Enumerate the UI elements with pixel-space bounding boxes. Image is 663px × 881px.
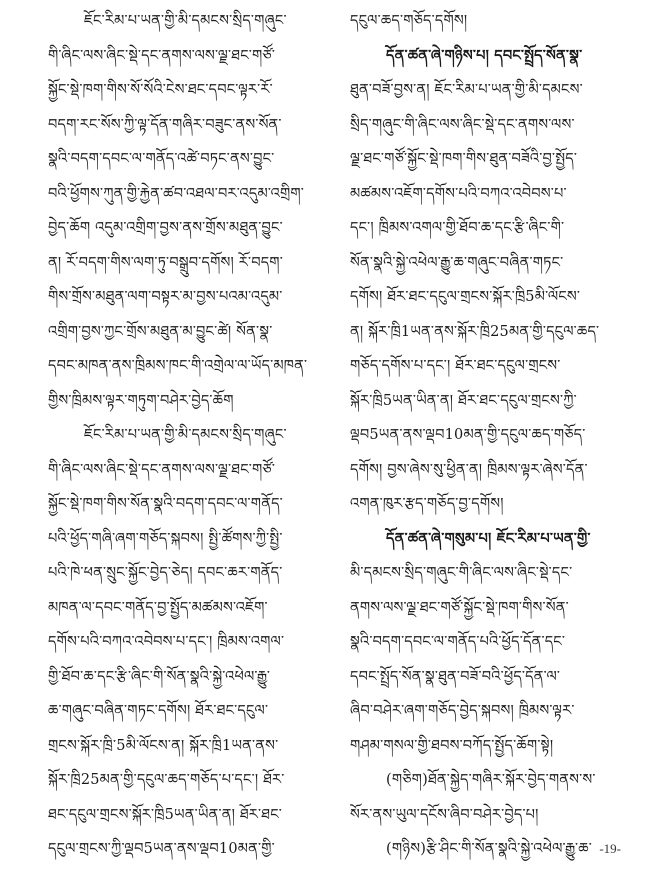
text-line: མི་དམངས་སྲིད་གཞུང་གི་ཞིང་ལས་ཞིང་སྡེ་དང་ (350, 565, 573, 581)
text-line: སྐོར་ཁྲི5ཡན་ཡིན་ན། ཐོར་ཐང་དངུལ་གྲངས་ཀྱི་ (350, 392, 577, 409)
text-line: གི་ཞིང་ལས་ཞིང་སྡེ་དང་ནགས་ལས་ལྗ་ཐང་གཙོ་ (48, 47, 276, 64)
right-column (350, 4, 632, 867)
text-line: ན། སྐོར་ཁྲི1ཡན་ནས་སྐོར་ཁྲི25མན་གྱི་དངུལ་ཆད་ (350, 323, 600, 340)
text-line: འགྲིག་བྱས་ཀྱང་གྲོས་མཐུན་མ་བྱུང་ཚེ། སོན་སྣ་ (48, 323, 273, 340)
text-line: གྱི་ཐོབ་ཆ་དང་རྩི་ཞིང་གི་སོན་སྣའི་སྐྱེ་འཕེལ་རྒྱུ་ (48, 668, 271, 685)
text-line: དབང་སྤྲོད་སོན་སྣ་ཐུན་བཟོ་བའི་ཕྱོད་དོན་ལ་ (350, 668, 561, 685)
text-line: བའི་ཕྱོགས་ཀུན་གྱི་རྐྱེན་ཚབ་འཐལ་བར་འདུམ་འགྲིག་ (48, 185, 305, 202)
text-line: དང་། ཁྲིམས་འགལ་གྱི་ཐོབ་ཆ་དང་རྩི་ཞིང་གི་ (350, 220, 565, 236)
text-line: མཚམས་འཇོག་དགོས་པའི་བཀའ་འབེབས་པ་ (350, 185, 567, 202)
text-line: (གཉིས)རྩི་ཤིང་གི་སོན་སྣའི་སྐྱེ་འཕེལ་རྒྱུ་ཆ་ (386, 841, 593, 857)
text-line: དངུལ་ཆད་གཅོད་དགོས། (350, 13, 468, 29)
text-line: སྣའི་བདག་དབང་ལ་གནོད་འཚེ་བཏང་ནས་བྱུང་ (48, 151, 275, 167)
text-line: ལྗ་ཐང་གཙོ་སྐྱོང་སྡེ་ཁག་གིས་ཐུན་བཟོའི་བྱ་སྤྱོད་ (350, 151, 578, 167)
text-line: དོན་ཚན་ཞེ་གཉིས་པ། དབང་སྤྲོད་སོན་སྣ་ (386, 46, 583, 64)
text-line: དགོས། བྱས་ཞེས་སུ་ཕྱིན་ན། ཁྲིམས་ལྟར་ཞེས་དོན་ (350, 461, 588, 478)
text-line: དབང་མཁན་ནས་ཁྲིམས་ཁང་གི་འགྲེལ་ལ་ཡོད་མཁན་ (48, 358, 308, 374)
text-line: ཇོང་རིམ་པ་ཡན་གྱི་མི་དམངས་སྲིད་གཞུང་ (84, 13, 287, 29)
text-line: པའི་ཁེ་ཕན་སྲུང་སྐྱོང་བྱེད་ཅེད། དབང་ཆར་གནོད་ (48, 565, 283, 581)
text-line: པའི་ཕྱོད་གཞི་ཞག་གཅོད་སྐབས། སྤྱི་ཚོགས་ཀྱི་སྤྱི་ (48, 530, 283, 547)
text-line: མཁན་ལ་དབང་གནོད་བྱ་སྤྱོད་མཚམས་འཇོག་ (48, 599, 268, 616)
text-line: གཅོད་དགོས་པ་དང་། ཐོར་ཐང་དངུལ་གྲངས་ (350, 358, 561, 374)
text-line: ལྡབ5ཡན་ནས་ལྡབ10མན་གྱི་དངུལ་ཆད་གཅོད་ (350, 427, 586, 443)
text-line: གཤམ་གསལ་གྱི་ཐབས་བཀོད་སྤྱོད་ཆོག་སྟེ། (350, 737, 554, 754)
text-line: གྲངས་སྐོར་ཁྲི་5མི་ལོངས་ན། སྐོར་ཁྲི1ཡན་ནས་ (48, 737, 279, 754)
text-line: (གཅིག)ཐོན་སྐྱེད་གཞིར་སྐོར་བྱེད་གནས་ས་ (386, 772, 596, 788)
text-line: ཐང་དངུལ་གྲངས་སྐོར་ཁྲི5ཡན་ཡིན་ན། ཐོར་ཐང་ (48, 806, 283, 823)
text-line: ན། རོ་བདག་གིས་ལག་ཏུ་བསྒྲུབ་དགོས། རོ་བདག་ (48, 254, 283, 271)
text-line: དགོས་པའི་བཀའ་འབེབས་པ་དང་། ཁྲིམས་འགལ་ (48, 634, 285, 650)
left-column (48, 4, 330, 867)
text-line: གིས་གྲོས་མཐུན་ལག་བསྟར་མ་བྱས་པའམ་འདུམ་ (48, 289, 283, 305)
text-line: ཇོང་རིམ་པ་ཡན་གྱི་མི་དམངས་སྲིད་གཞུང་ (84, 427, 287, 443)
text-line: དགོས། ཐོར་ཐང་དངུལ་གྲངས་སྐོར་ཁྲི5མི་ལོངས་ (350, 289, 581, 305)
text-line: ཞིབ་བཤེར་ཞག་གཅོད་བྱེད་སྐབས། ཁྲིམས་ལྟར་ (350, 703, 575, 719)
text-line: སྐོར་ཁྲི25མན་གྱི་དངུལ་ཆད་གཅོད་པ་དང་། ཐོར་ (48, 772, 285, 788)
text-line: དངུལ་གྲངས་ཀྱི་ལྡབ5ཡན་ནས་ལྡབ10མན་གྱི་ (48, 841, 275, 857)
text-line: སྐྱོང་སྡེ་ཁག་གིས་སོ་སོའི་ངེས་ཐང་དབང་ལྟར་རོ་ (48, 82, 273, 98)
text-line: སོར་ནས་ཡུལ་དངོས་ཞིབ་བཤེར་བྱེད་པ། (350, 806, 539, 823)
text-line: སྲིད་གཞུང་གི་ཞིང་ལས་ཞིང་སྡེ་དང་ནགས་ལས་ (350, 116, 575, 133)
text-line: བདག་རང་སོས་ཀྱི་ལྟ་དོན་གཞིར་བཟུང་ནས་སོན་ (48, 116, 282, 133)
text-line: སྐྱོང་སྡེ་ཁག་གིས་སོན་སྣའི་བདག་དབང་ལ་གནོད་ (48, 496, 283, 512)
text-line: འགན་ཁུར་རྩད་གཅོད་བྱ་དགོས། (350, 496, 504, 512)
text-line: དོན་ཚན་ཞེ་གསུམ་པ། ཇོང་རིམ་པ་ཡན་གྱི་ (386, 529, 591, 547)
text-line: སྣའི་བདག་དབང་ལ་གནོད་པའི་ཕྱོད་དོན་དང་ (350, 634, 566, 650)
text-line: བྱེད་ཆོག འདུམ་འགྲིག་བྱས་ནས་གྲོས་མཐུན་བྱུང་ (48, 220, 283, 236)
page-number: -19- (599, 841, 621, 856)
text-line: གྱིས་ཁྲིམས་ལྟར་གཏུག་བཤེར་བྱེད་ཆོག (48, 392, 234, 409)
text-line: ཆ་གཞུང་བཞིན་གཏང་དགོས། ཐོར་ཐང་དངུལ་ (48, 703, 269, 719)
text-line: ཐུན་བཟོ་བྱས་ན། ཇོང་རིམ་པ་ཡན་གྱི་མི་དམངས་ (350, 82, 583, 98)
text-line: སོན་སྣའི་སྐྱེ་འཕེལ་རྒྱུ་ཆ་གཞུང་བཞིན་གཏང་ (350, 254, 564, 271)
text-line: ནགས་ལས་ལྗ་ཐང་གཙོ་སྐྱོང་སྡེ་ཁག་གིས་སོན་ (350, 599, 569, 616)
text-line: གི་ཞིང་ལས་ཞིང་སྡེ་དང་ནགས་ལས་ལྗ་ཐང་གཙོ་ (48, 461, 276, 478)
